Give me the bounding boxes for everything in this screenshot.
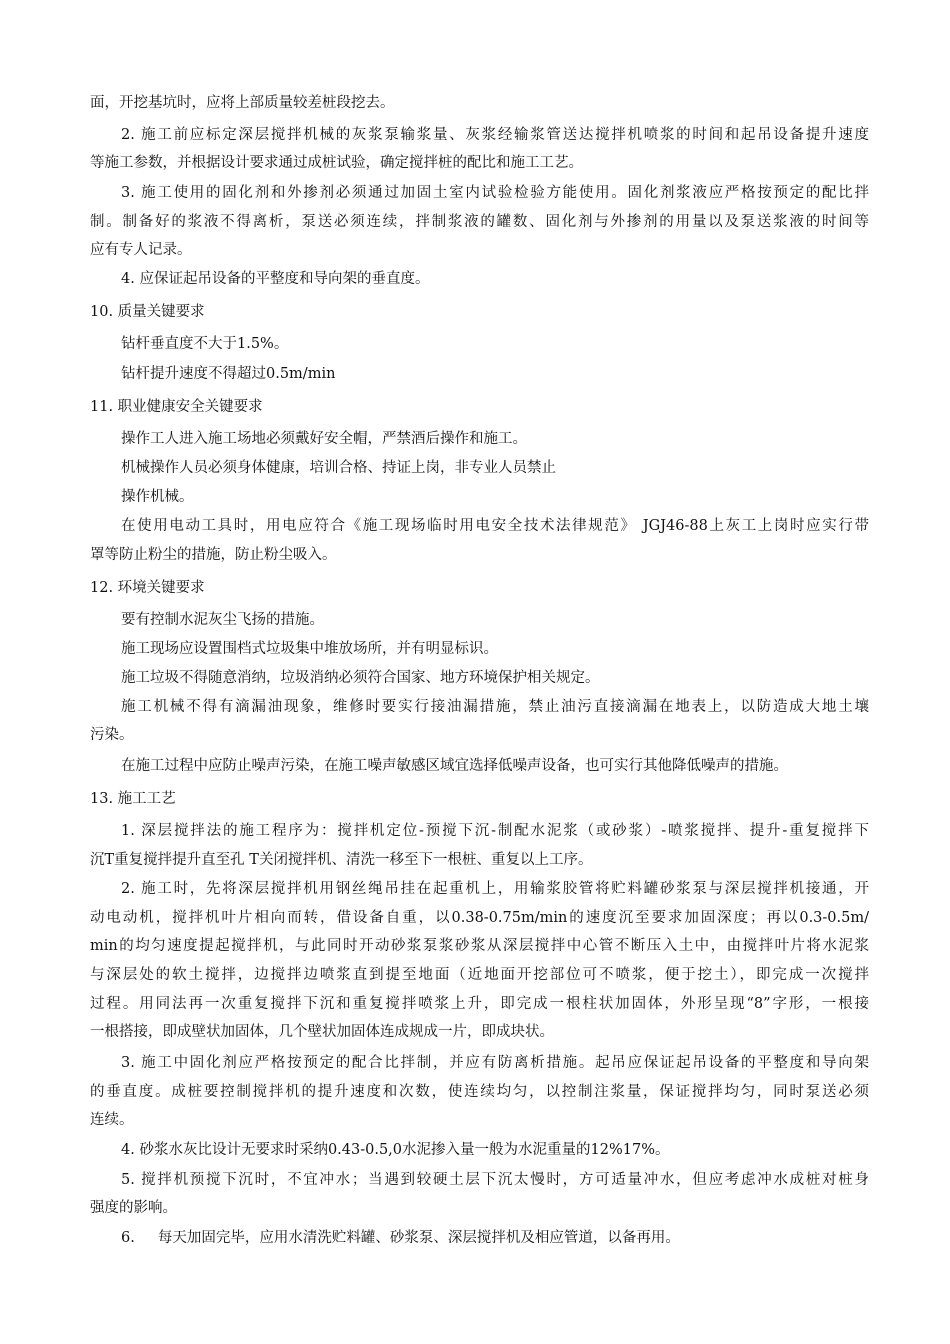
text-line: 与深层处的软土搅拌，边搅拌边喷浆直到提至地面（近地面开挖部位可不喷浆，便于挖土），即完成一次搅拌 <box>90 967 869 983</box>
text-line: 2. 施工时，先将深层搅拌机用钢丝绳吊挂在起重机上，用输浆胶管将贮料罐砂浆泵与深层搅拌机接通，开 <box>121 881 869 897</box>
text-line: 动电动机，搅拌机叶片相向而转，借设备自重，以0.38-0.75m/min的速度沉至要求加固深度；再以0.3-0.5m/ <box>90 910 869 926</box>
text-line: 钻杆垂直度不大于1.5%。 <box>121 336 289 352</box>
section-heading: 11. 职业健康安全关键要求 <box>90 399 263 415</box>
text-line: 等施工参数，并根据设计要求通过成桩试验，确定搅拌桩的配比和施工工艺。 <box>90 155 583 171</box>
text-line: 4. 砂浆水灰比设计无要求时采纳0.43-0.5,0水泥掺入量一般为水泥重量的12%17%。 <box>121 1142 670 1158</box>
text-line: 操作机械。 <box>121 489 194 505</box>
text-line: 在使用电动工具时，用电应符合《施工现场临时用电安全技术法律规范》 JGJ46-88上灰工上岗时应实行带 <box>121 518 869 534</box>
section-heading: 10. 质量关键要求 <box>90 304 205 320</box>
text-line: 沉T重复搅拌提升直至孔 T关闭搅拌机、清洗一移至下一根桩、重复以上工序。 <box>90 852 593 868</box>
text-line: 施工现场应设置围档式垃圾集中堆放场所，并有明显标识。 <box>121 641 498 657</box>
text-line: 的垂直度。成桩要控制搅拌机的提升速度和次数，使连续均匀，以控制注浆量，保证搅拌均匀，同时泵送必须 <box>90 1084 869 1100</box>
text-line: 面，开挖基坑时，应将上部质量较差桩段挖去。 <box>90 95 395 111</box>
text-line: 5. 搅拌机预搅下沉时，不宜冲水；当遇到较硬土层下沉太慢时，方可适量冲水，但应考虑冲水成桩对桩身 <box>121 1172 869 1188</box>
text-line: 强度的影响。 <box>90 1200 177 1216</box>
text-line: 连续。 <box>90 1112 134 1128</box>
section-heading: 13. 施工工艺 <box>90 791 176 807</box>
text-line: 操作工人进入施工场地必须戴好安全帽，严禁酒后操作和施工。 <box>121 431 527 447</box>
text-line: 钻杆提升速度不得超过0.5m/min <box>121 366 336 382</box>
text-line: 1. 深层搅拌法的施工程序为：搅拌机定位-预搅下沉-制配水泥浆（或砂浆）-喷浆搅拌、提升-重复搅拌下 <box>121 823 869 839</box>
section-heading: 12. 环境关键要求 <box>90 580 205 596</box>
text-line: 4. 应保证起吊设备的平整度和导向架的垂直度。 <box>121 271 430 287</box>
text-line: 6. 每天加固完毕，应用水清洗贮料罐、砂浆泵、深层搅拌机及相应管道，以备再用。 <box>121 1230 680 1246</box>
text-line: 应有专人记录。 <box>90 242 192 258</box>
text-line: 过程。用同法再一次重复搅拌下沉和重复搅拌喷浆上升，即完成一根柱状加固体，外形呈现“8”字形，一根接 <box>90 996 869 1012</box>
text-line: 3. 施工中固化剂应严格按预定的配合比拌制，并应有防离析措施。起吊应保证起吊设备的平整度和导向架 <box>121 1055 869 1071</box>
text-line: 施工垃圾不得随意消纳，垃圾消纳必须符合国家、地方环境保护相关规定。 <box>121 670 600 686</box>
text-line: 污染。 <box>90 727 134 743</box>
text-line: 3. 施工使用的固化剂和外掺剂必须通过加固土室内试验检验方能使用。固化剂浆液应严格按预定的配比拌 <box>121 185 869 201</box>
text-line: 要有控制水泥灰尘飞扬的措施。 <box>121 612 324 628</box>
text-line: 施工机械不得有滴漏油现象，维修时要实行接油漏措施，禁止油污直接滴漏在地表上，以防造成大地土壤 <box>121 699 869 715</box>
text-line: 在施工过程中应防止噪声污染，在施工噪声敏感区域宜选择低噪声设备，也可实行其他降低噪声的措施。 <box>121 758 788 774</box>
text-line: 罩等防止粉尘的措施，防止粉尘吸入。 <box>90 547 337 563</box>
text-line: 2. 施工前应标定深层搅拌机械的灰浆泵输浆量、灰浆经输浆管送达搅拌机喷浆的时间和起吊设备提升速度 <box>121 127 869 143</box>
text-line: 机械操作人员必须身体健康，培训合格、持证上岗，非专业人员禁止 <box>121 460 556 476</box>
text-line: 一根搭接，即成壁状加固体，几个壁状加固体连成规成一片，即成块状。 <box>90 1024 554 1040</box>
text-line: min的均匀速度提起搅拌机，与此同时开动砂浆泵浆砂浆从深层搅拌中心管不断压入土中，由搅拌叶片将水泥浆 <box>90 938 869 954</box>
text-line: 制。制备好的浆液不得离析，泵送必须连续，拌制浆液的罐数、固化剂与外掺剂的用量以及泵送浆液的时间等 <box>90 214 869 230</box>
